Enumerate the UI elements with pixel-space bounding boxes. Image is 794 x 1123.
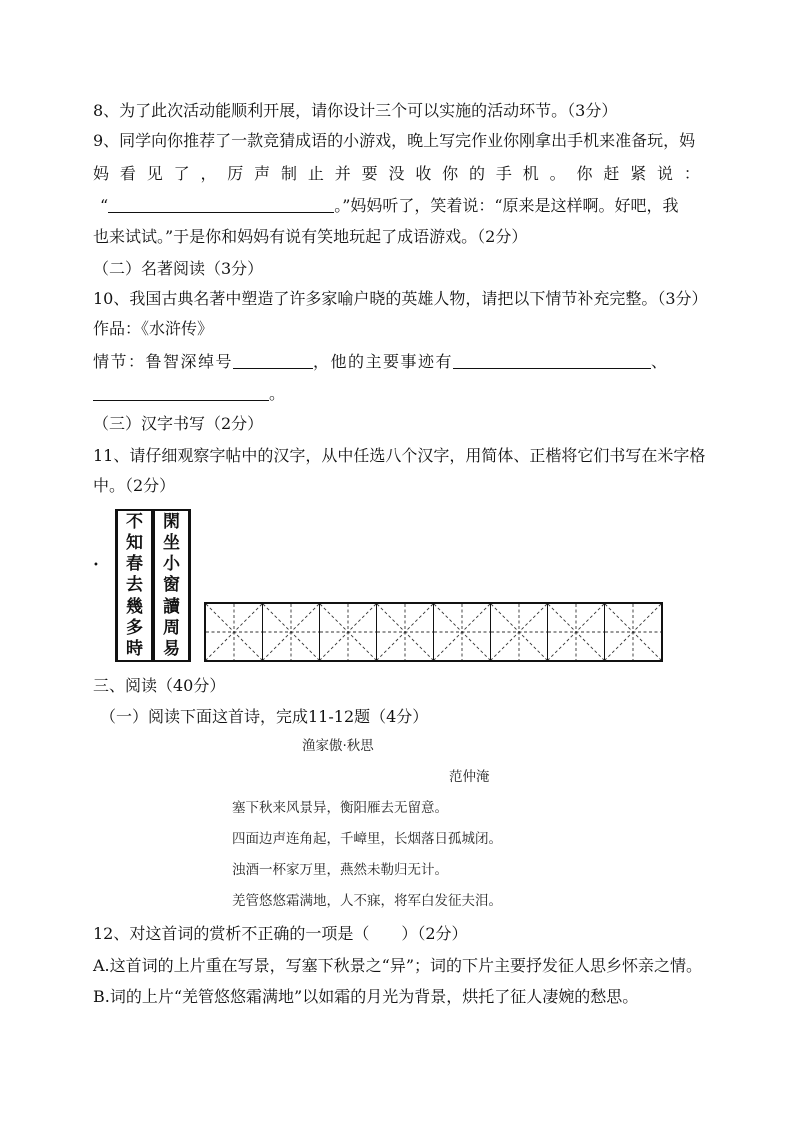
copybook xyxy=(111,509,188,658)
question-10-plot-cont: 。 xyxy=(93,384,285,404)
question-11-line2: 中。（2分） xyxy=(93,476,176,495)
section-3-title: （三）汉字书写（2分） xyxy=(93,414,264,433)
mi-grid-guides xyxy=(605,604,661,660)
poem-line: 四面边声连角起，千嶂里，长烟落日孤城闭。 xyxy=(232,831,502,847)
poem-title: 渔家傲·秋思 xyxy=(302,738,374,754)
section-2-title: （二）名著阅读（3分） xyxy=(93,259,264,278)
mi-grid-guides xyxy=(434,604,490,660)
question-10-plot: 情节：鲁智深绰号 ，他的主要事迹有 、 xyxy=(93,352,669,371)
question-12: 12、对这首词的赏析不正确的一项是（ ）（2分） xyxy=(93,924,468,943)
poem-author: 范仲淹 xyxy=(449,769,490,785)
mi-grid-guides xyxy=(206,604,262,660)
mi-character-grid xyxy=(204,602,663,662)
mi-grid-cell[interactable] xyxy=(263,604,320,660)
scan-mark: • xyxy=(93,560,99,571)
mi-grid-cell[interactable] xyxy=(377,604,434,660)
option-a: A.这首词的上片重在写景，写塞下秋景之“异”；词的下片主要抒发征人思乡怀亲之情。 xyxy=(93,956,703,975)
question-8: 8、为了此次活动能顺利开展，请你设计三个可以实施的活动环节。（3分） xyxy=(93,101,618,120)
mi-grid-cell[interactable] xyxy=(206,604,263,660)
deeds-blank-2[interactable] xyxy=(93,384,269,401)
question-10: 10、我国古典名著中塑造了许多家喻户晓的英雄人物，请把以下情节补充完整。（3分） xyxy=(93,289,708,308)
question-9-line2: 妈 看 见 了 ， 厉 声 制 止 并 要 没 收 你 的 手 机 。 你 赶 紧 说 ： xyxy=(93,164,700,183)
question-11-line1: 11、请仔细观察字帖中的汉字，从中任选八个汉字，用简体、正楷将它们书写在米字格 xyxy=(93,446,706,465)
nickname-blank[interactable] xyxy=(233,352,313,369)
copybook-column-right: 閑 坐 小 窗 讀 周 易 xyxy=(153,509,191,662)
reading-section-title: 三、阅读（40分） xyxy=(93,676,226,695)
mi-grid-guides xyxy=(377,604,433,660)
mi-grid-guides xyxy=(491,604,547,660)
mi-grid-cell[interactable] xyxy=(605,604,661,660)
option-b: B.词的上片“羌管悠悠霜满地”以如霜的月光为背景，烘托了征人凄婉的愁思。 xyxy=(93,987,639,1006)
mi-grid-cell[interactable] xyxy=(434,604,491,660)
mi-grid-cell[interactable] xyxy=(320,604,377,660)
mi-grid-guides xyxy=(263,604,319,660)
answer-blank[interactable] xyxy=(108,196,334,213)
question-10-work: 作品：《水浒传》 xyxy=(93,319,214,338)
copybook-column-left: 不 知 春 去 幾 多 時 xyxy=(115,509,153,662)
poem-line: 浊酒一杯家万里，燕然未勒归无计。 xyxy=(232,862,448,878)
question-9-line1: 9、同学向你推荐了一款竞猜成语的小游戏，晚上写完作业你刚拿出手机来准备玩，妈 xyxy=(93,131,696,150)
deeds-blank[interactable] xyxy=(453,352,651,369)
question-9-line3: “ 。”妈妈听了，笑着说：“原来是这样啊。好吧，我 xyxy=(100,196,679,215)
poem-line: 塞下秋来风景异，衡阳雁去无留意。 xyxy=(232,800,448,816)
poem-line: 羌管悠悠霜满地，人不寐，将军白发征夫泪。 xyxy=(232,893,502,909)
question-9-line4: 也来试试。”于是你和妈妈有说有笑地玩起了成语游戏。（2分） xyxy=(93,227,528,246)
mi-grid-cell[interactable] xyxy=(491,604,548,660)
mi-grid-guides xyxy=(320,604,376,660)
mi-grid-guides xyxy=(548,604,604,660)
reading-sub-title: （一）阅读下面这首诗，完成11-12题（4分） xyxy=(100,707,429,726)
mi-grid-cell[interactable] xyxy=(548,604,605,660)
